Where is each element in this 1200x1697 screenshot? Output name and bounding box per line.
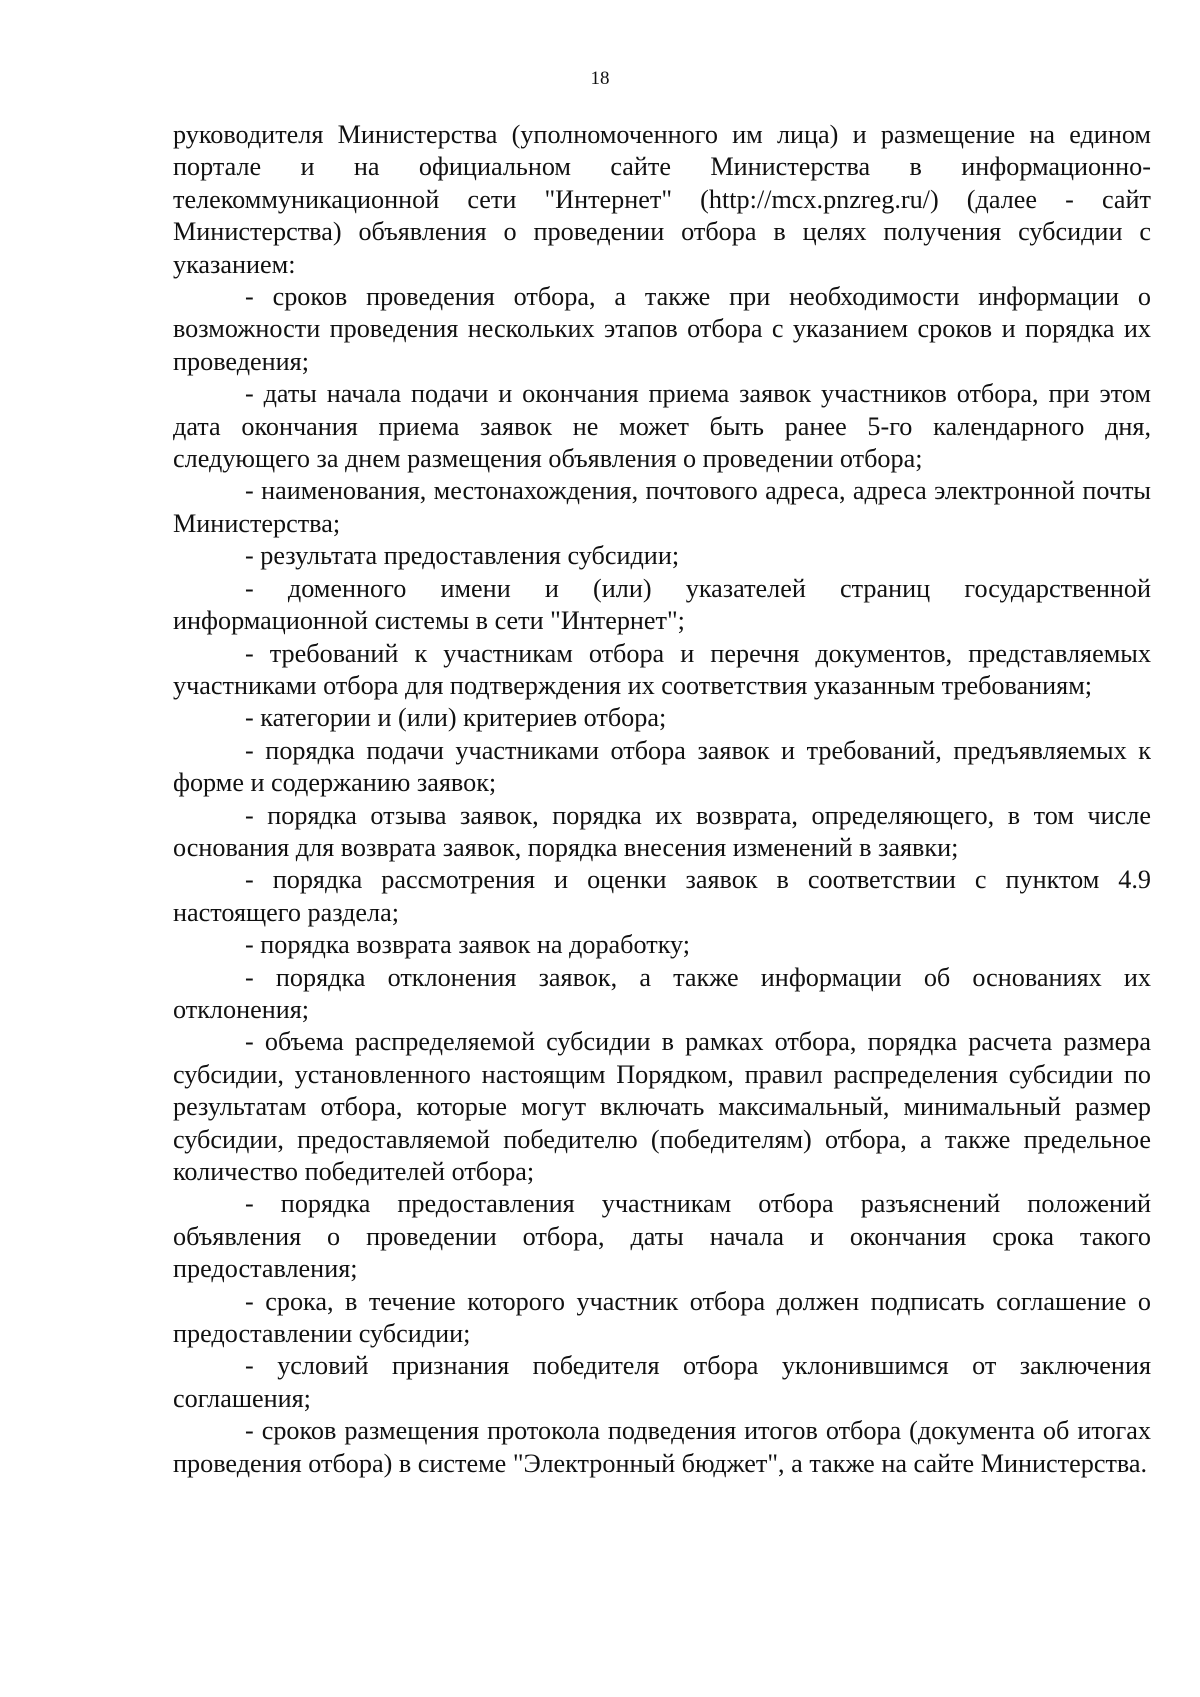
list-item-agreement-deadline: - срока, в течение которого участник отбора должен подписать соглашение о предоставлении субсидии; (173, 1286, 1151, 1349)
list-item-withdrawal-procedure: - порядка отзыва заявок, порядка их возврата, определяющего, в том числе основания для возврата заявок, порядка внесения изменений в заявки; (173, 800, 1151, 862)
list-item-application-dates: - даты начала подачи и окончания приема заявок участников отбора, при этом дата окончания приема заявок не может быть ранее 5-го календарного дня, следующего за днем размещения объявления о проведении отбора; (173, 379, 1151, 474)
page-number: 18 (590, 68, 610, 89)
list-item-ministry-contacts: - наименования, местонахождения, почтового адреса, адреса электронной почты Министерства; (173, 476, 1151, 538)
list-item-submission-procedure: - порядка подачи участниками отбора заявок и требований, предъявляемых к форме и содержанию заявок; (173, 735, 1151, 798)
list-item-evasion-conditions: - условий признания победителя отбора уклонившимся от заключения соглашения; (173, 1351, 1151, 1413)
list-item-deadlines: - сроков проведения отбора, а также при необходимости информации о возможности проведения нескольких этапов отбора с указанием сроков и порядка их проведения; (173, 282, 1151, 376)
document-body (173, 119, 1151, 1480)
list-item-clarifications: - порядка предоставления участникам отбора разъяснений положений объявления о проведении отбора, даты начала и окончания срока такого предоставления; (173, 1189, 1151, 1284)
list-item-domain-name: - доменного имени и (или) указателей страниц государственной информационной системы в сети "Интернет"; (173, 573, 1151, 636)
list-item-return-for-revision: - порядка возврата заявок на доработку; (245, 930, 691, 960)
list-item-selection-criteria: - категории и (или) критериев отбора; (245, 703, 667, 733)
list-item-participant-requirements: - требований к участникам отбора и перечня документов, представляемых участниками отбора для подтверждения их соответствия указанным требованиям; (173, 638, 1151, 700)
list-item-subsidy-volume: - объема распределяемой субсидии в рамках отбора, порядка расчета размера субсидии, установленного настоящим Порядком, правил распределения субсидии по результатам отбора, которые могут включать максимальный, минимальный размер субсидии, предоставляемой победителю (победителям) отбора, а также предельное количество победителей отбора; (173, 1027, 1151, 1186)
list-item-protocol-publication: - сроков размещения протокола подведения итогов отбора (документа об итогах проведения отбора) в системе "Электронный бюджет", а также на сайте Министерства. (173, 1416, 1151, 1478)
list-item-subsidy-result: - результата предоставления субсидии; (245, 541, 680, 571)
list-item-rejection-procedure: - порядка отклонения заявок, а также информации об основаниях их отклонения; (173, 962, 1151, 1024)
list-item-review-procedure: - порядка рассмотрения и оценки заявок в соответствии с пунктом 4.9 настоящего раздела; (173, 865, 1151, 927)
paragraph-intro: руководителя Министерства (уполномоченного им лица) и размещение на едином портале и на официальном сайте Министерства в информационно-телекоммуникационной сети "Интернет" (http://mcx.pnzreg.ru/) (далее - сайт Министерства) объявления о проведении отбора в целях получения субсидии с указанием: (173, 120, 1151, 279)
